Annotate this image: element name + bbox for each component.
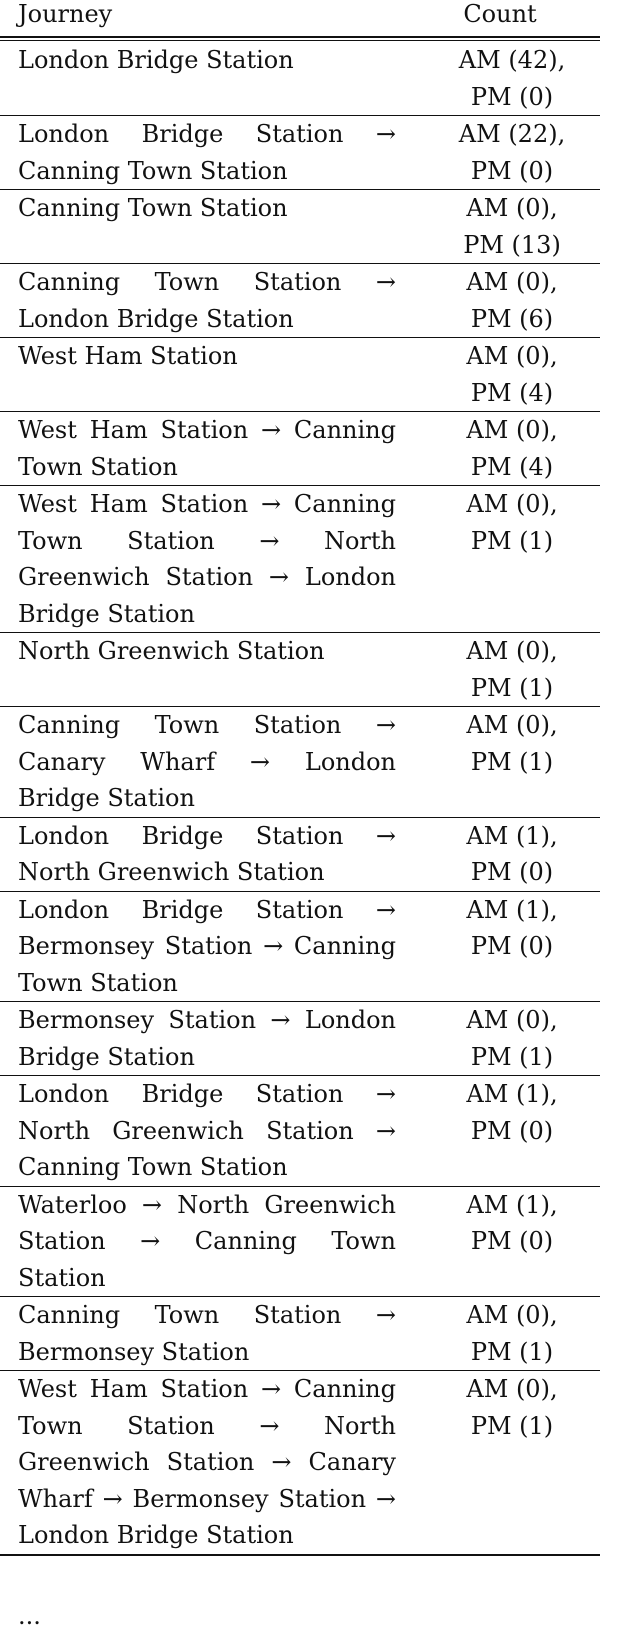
count-cell (414, 264, 600, 337)
header-rule (0, 36, 600, 38)
count-am: AM (1), (466, 1190, 558, 1219)
count-cell (414, 486, 600, 632)
count-cell (414, 1002, 600, 1075)
count-am: AM (0), (466, 1301, 558, 1329)
table-row (0, 818, 600, 892)
journey-cell: London Bridge Station → Canning Town Station (18, 120, 396, 185)
count-am: AM (0), (466, 268, 558, 296)
count-am: AM (1), (466, 821, 558, 850)
count-am: AM (0), (466, 490, 558, 518)
count-am: AM (1), (466, 1080, 558, 1108)
count-am: AM (0), (466, 1375, 558, 1403)
journey-cell: London Bridge Station → North Greenwich Station (18, 821, 396, 886)
count-am: AM (0), (466, 342, 558, 370)
journey-cell: Bermonsey Station → London Bridge Station (18, 1006, 396, 1071)
count-cell (414, 707, 600, 817)
count-cell (414, 818, 600, 891)
count-pm: PM (13) (463, 230, 561, 259)
count-cell (414, 633, 600, 706)
count-cell (414, 1187, 600, 1297)
journey-cell: Canning Town Station → Canary Wharf → London Bridge Station (18, 711, 396, 812)
table-row (0, 42, 600, 116)
table-row (0, 486, 600, 633)
count-pm: PM (1) (470, 747, 554, 776)
count-am: AM (0), (466, 711, 558, 739)
table-row (0, 338, 600, 412)
table-row (0, 892, 600, 1003)
count-cell (414, 338, 600, 411)
count-pm: PM (0) (470, 82, 554, 111)
table-row (0, 1076, 600, 1187)
table-row (0, 1371, 600, 1556)
header-count: Count (463, 0, 537, 28)
table-row (0, 1187, 600, 1298)
table-row (0, 1297, 600, 1371)
count-pm: PM (4) (470, 378, 554, 407)
count-pm: PM (1) (470, 1411, 554, 1440)
count-am: AM (42), (458, 46, 566, 74)
table-row (0, 264, 600, 338)
count-pm: PM (1) (470, 1337, 554, 1366)
count-pm: PM (6) (470, 304, 554, 333)
journey-cell: London Bridge Station → Bermonsey Station → Canning Town Station (18, 895, 396, 997)
count-am: AM (22), (458, 120, 566, 148)
journey-cell: West Ham Station → Canning Town Station → North Greenwich Station → Canary Wharf → Bermonsey Station → London Bridge Station (18, 1375, 396, 1549)
table-header (0, 0, 620, 32)
table-row (0, 707, 600, 818)
count-pm: PM (0) (470, 156, 554, 185)
journey-cell: Canning Town Station → Bermonsey Station (18, 1301, 396, 1366)
table-row (0, 190, 600, 264)
count-am: AM (0), (466, 194, 558, 222)
count-pm: PM (1) (470, 1042, 554, 1071)
count-am: AM (0), (466, 637, 558, 665)
count-cell (414, 1076, 600, 1186)
count-pm: PM (0) (470, 1227, 554, 1255)
count-cell (414, 116, 600, 189)
count-cell (414, 42, 600, 115)
journey-cell: Canning Town Station (18, 194, 288, 222)
count-cell (414, 412, 600, 485)
journey-cell: Waterloo → North Greenwich Station → Canning Town Station (18, 1190, 396, 1292)
table-continuation: ... (18, 1602, 41, 1630)
journey-cell: London Bridge Station → North Greenwich Station → Canning Town Station (18, 1080, 396, 1181)
journey-cell: London Bridge Station (18, 46, 294, 74)
journey-cell: West Ham Station → Canning Town Station (18, 416, 396, 481)
count-pm: PM (4) (470, 452, 554, 481)
count-pm: PM (0) (470, 932, 554, 960)
table-body (0, 42, 620, 1556)
count-cell (414, 1371, 600, 1554)
table-row (0, 116, 600, 190)
count-cell (414, 892, 600, 1002)
journey-cell: West Ham Station → Canning Town Station → North Greenwich Station → London Bridge Station (18, 490, 396, 628)
count-am: AM (0), (466, 1006, 558, 1034)
journey-cell: Canning Town Station → London Bridge Station (18, 268, 396, 333)
journey-cell: West Ham Station (18, 342, 238, 370)
count-pm: PM (1) (470, 526, 554, 555)
table-row (0, 633, 600, 707)
count-pm: PM (0) (470, 858, 554, 886)
table-row (0, 1002, 600, 1076)
count-cell (414, 190, 600, 263)
count-cell (414, 1297, 600, 1370)
journey-cell: North Greenwich Station (18, 637, 325, 665)
count-am: AM (0), (466, 416, 558, 444)
header-journey: Journey (18, 0, 113, 28)
count-pm: PM (0) (470, 1116, 554, 1145)
table-row (0, 412, 600, 486)
count-pm: PM (1) (470, 673, 554, 702)
count-am: AM (1), (466, 895, 558, 924)
